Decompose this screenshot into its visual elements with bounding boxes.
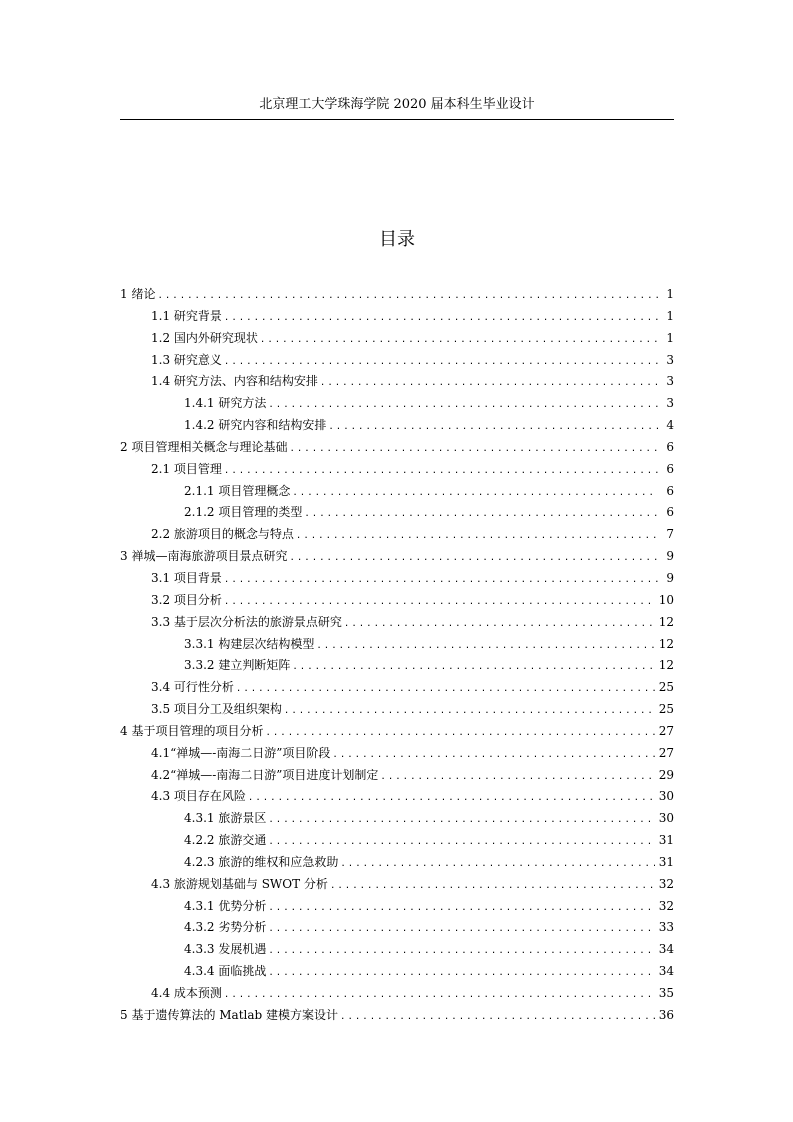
toc-entry-page: 29 — [658, 767, 674, 782]
toc-entry-title: 1 绪论 — [120, 287, 156, 301]
toc-entry-page: 3 — [666, 396, 674, 411]
toc-entry-page: 6 — [666, 439, 674, 454]
toc-entry-title: 3.3.2 建立判断矩阵 — [184, 658, 291, 673]
toc-entry-page: 30 — [658, 789, 674, 804]
toc-leader-dots — [340, 854, 654, 876]
toc-leader-dots — [157, 286, 658, 308]
toc-leader-dots — [340, 1007, 655, 1029]
toc-title: 目录 — [379, 229, 415, 250]
toc-leader-dots — [224, 352, 658, 374]
toc-entry[interactable] — [120, 328, 674, 350]
toc-entry-title: 2.1 项目管理 — [151, 461, 222, 476]
toc-entry-page: 32 — [658, 876, 674, 891]
toc-leader-dots — [248, 788, 655, 810]
toc-entry-title: 5 基于遗传算法的 Matlab 建模方案设计 — [120, 1007, 339, 1022]
toc-entry[interactable] — [120, 961, 674, 983]
toc-entry-page: 3 — [666, 374, 674, 389]
toc-entry-title: 4.3.1 旅游景区 — [184, 811, 267, 826]
toc-entry-title: 2 项目管理相关概念与理论基础 — [120, 439, 288, 454]
toc-entry-title: 2.1.1 项目管理概念 — [184, 483, 291, 498]
toc-entry[interactable] — [120, 612, 674, 634]
toc-entry[interactable] — [120, 699, 674, 721]
toc-entry-title: 3.1 项目背景 — [151, 570, 222, 585]
toc-entry-title: 3.2 项目分析 — [151, 592, 222, 607]
toc-entry-title: 4.3 项目存在风险 — [151, 789, 246, 804]
toc-entry[interactable] — [120, 786, 674, 808]
toc-leader-dots — [236, 679, 655, 701]
toc-leader-dots — [289, 439, 658, 461]
toc-entry-page: 12 — [658, 658, 674, 673]
toc-leader-dots — [224, 308, 658, 330]
toc-entry[interactable] — [120, 306, 674, 328]
toc-leader-dots — [332, 745, 654, 767]
toc-entry-title: 4.2“禅城—-南海二日游”项目进度计划制定 — [151, 767, 379, 782]
toc-entry-title: 4.1“禅城—-南海二日游”项目阶段 — [151, 745, 331, 760]
toc-entry-title: 4.3 旅游规划基础与 SWOT 分析 — [151, 876, 328, 891]
toc-entry-page: 35 — [658, 986, 674, 1000]
toc-leader-dots — [380, 767, 654, 789]
toc-entry-title: 3.4 可行性分析 — [151, 680, 234, 695]
toc-leader-dots — [328, 417, 658, 439]
toc-leader-dots — [320, 373, 658, 395]
toc-leader-dots — [268, 832, 654, 854]
toc-entry-title: 3 禅城—南海旅游项目景点研究 — [120, 549, 288, 564]
toc-entry-page: 12 — [658, 614, 674, 629]
toc-entry[interactable] — [120, 481, 674, 503]
toc-entry[interactable] — [120, 852, 674, 874]
toc-entry[interactable] — [120, 524, 674, 546]
toc-entry-title: 4.3.2 劣势分析 — [184, 920, 267, 935]
toc-entry-page: 31 — [658, 833, 674, 848]
toc-entry-title: 3.3 基于层次分析法的旅游景点研究 — [151, 614, 342, 629]
toc-entry[interactable] — [120, 437, 674, 459]
toc-entry-page: 1 — [666, 308, 674, 323]
toc-leader-dots — [268, 963, 654, 985]
toc-entry[interactable] — [120, 830, 674, 852]
toc-entry[interactable] — [120, 983, 674, 1005]
toc-entry[interactable] — [120, 350, 674, 372]
toc-leader-dots — [284, 701, 655, 723]
toc-entry-page: 4 — [666, 418, 674, 433]
header-rule — [120, 119, 674, 120]
toc-entry[interactable] — [120, 568, 674, 590]
toc-entry[interactable] — [120, 371, 674, 393]
toc-leader-dots — [224, 985, 655, 1007]
toc-entry[interactable] — [120, 502, 674, 524]
toc-entry[interactable] — [120, 677, 674, 699]
toc-entry-title: 4.3.1 优势分析 — [184, 898, 267, 913]
toc-entry[interactable] — [120, 415, 674, 437]
toc-entry-page: 34 — [658, 964, 674, 979]
toc-entry[interactable] — [120, 874, 674, 896]
toc-entry-page: 9 — [666, 549, 674, 564]
toc-entry-page: 6 — [666, 461, 674, 476]
toc-entry-title: 3.3.1 构建层次结构模型 — [184, 636, 315, 651]
toc-entry[interactable] — [120, 939, 674, 961]
toc-leader-dots — [268, 919, 654, 941]
toc-entry-page: 34 — [658, 942, 674, 957]
toc-entry[interactable] — [120, 546, 674, 568]
toc-leader-dots — [344, 614, 655, 636]
toc-entry-title: 4.3.3 发展机遇 — [184, 942, 267, 957]
toc-entry-title: 1.2 国内外研究现状 — [151, 330, 258, 345]
toc-leader-dots — [224, 592, 655, 614]
toc-leader-dots — [268, 395, 658, 417]
toc-entry-title: 1.3 研究意义 — [151, 352, 222, 367]
toc-entry-title: 1.4.2 研究内容和结构安排 — [184, 418, 327, 433]
toc-entry-page: 12 — [658, 636, 674, 651]
toc-leader-dots — [292, 657, 654, 679]
toc-leader-dots — [268, 941, 654, 963]
toc-leader-dots — [260, 330, 658, 352]
toc-entry-page: 6 — [666, 505, 674, 520]
toc-entry[interactable] — [120, 721, 674, 743]
toc-leader-dots — [265, 723, 654, 745]
toc-entry-page: 30 — [658, 811, 674, 826]
toc-entry-page: 33 — [658, 920, 674, 935]
toc-leader-dots — [224, 570, 658, 592]
toc-entry-page: 3 — [666, 352, 674, 367]
table-of-contents — [120, 284, 674, 1027]
toc-entry-page: 6 — [666, 483, 674, 498]
toc-entry-page: 31 — [658, 854, 674, 869]
toc-entry-title: 2.1.2 项目管理的类型 — [184, 505, 303, 520]
toc-entry-page: 1 — [666, 287, 674, 301]
toc-entry-page: 27 — [658, 723, 674, 738]
toc-entry-title: 2.2 旅游项目的概念与特点 — [151, 527, 294, 542]
toc-entry[interactable] — [120, 743, 674, 765]
toc-entry-page: 1 — [666, 330, 674, 345]
toc-entry[interactable] — [120, 634, 674, 656]
toc-entry[interactable] — [120, 459, 674, 481]
toc-entry-title: 4.2.2 旅游交通 — [184, 833, 267, 848]
toc-entry-page: 36 — [658, 1007, 674, 1022]
toc-entry-page: 27 — [658, 745, 674, 760]
page-header: 北京理工大学珠海学院 2020 届本科生毕业设计 — [259, 97, 535, 112]
toc-entry-page: 7 — [666, 527, 674, 542]
toc-entry[interactable] — [120, 284, 674, 306]
toc-entry[interactable] — [120, 590, 674, 612]
toc-entry-page: 25 — [658, 702, 674, 717]
toc-entry-page: 10 — [658, 592, 674, 607]
toc-entry[interactable] — [120, 896, 674, 918]
toc-entry-title: 4.3.4 面临挑战 — [184, 964, 267, 979]
toc-entry-page: 9 — [666, 570, 674, 585]
toc-leader-dots — [268, 898, 654, 920]
toc-entry-title: 4.2.3 旅游的维权和应急救助 — [184, 854, 339, 869]
toc-leader-dots — [304, 504, 658, 526]
toc-leader-dots — [292, 483, 658, 505]
toc-entry-title: 1.1 研究背景 — [151, 308, 222, 323]
toc-entry[interactable] — [120, 765, 674, 787]
toc-leader-dots — [316, 636, 654, 658]
toc-leader-dots — [268, 810, 654, 832]
toc-entry[interactable] — [120, 655, 674, 677]
toc-entry-title: 1.4 研究方法、内容和结构安排 — [151, 374, 318, 389]
toc-entry-title: 4 基于项目管理的项目分析 — [120, 723, 264, 738]
toc-leader-dots — [296, 526, 658, 548]
toc-entry[interactable] — [120, 917, 674, 939]
toc-entry-title: 1.4.1 研究方法 — [184, 396, 267, 411]
toc-leader-dots — [330, 876, 655, 898]
toc-leader-dots — [289, 548, 658, 570]
toc-entry-page: 25 — [658, 680, 674, 695]
toc-entry-title: 4.4 成本预测 — [151, 986, 222, 1000]
toc-entry-page: 32 — [658, 898, 674, 913]
toc-leader-dots — [224, 461, 658, 483]
toc-entry-title: 3.5 项目分工及组织架构 — [151, 702, 282, 717]
toc-entry[interactable] — [120, 808, 674, 830]
toc-entry[interactable] — [120, 393, 674, 415]
toc-entry[interactable] — [120, 1005, 674, 1027]
